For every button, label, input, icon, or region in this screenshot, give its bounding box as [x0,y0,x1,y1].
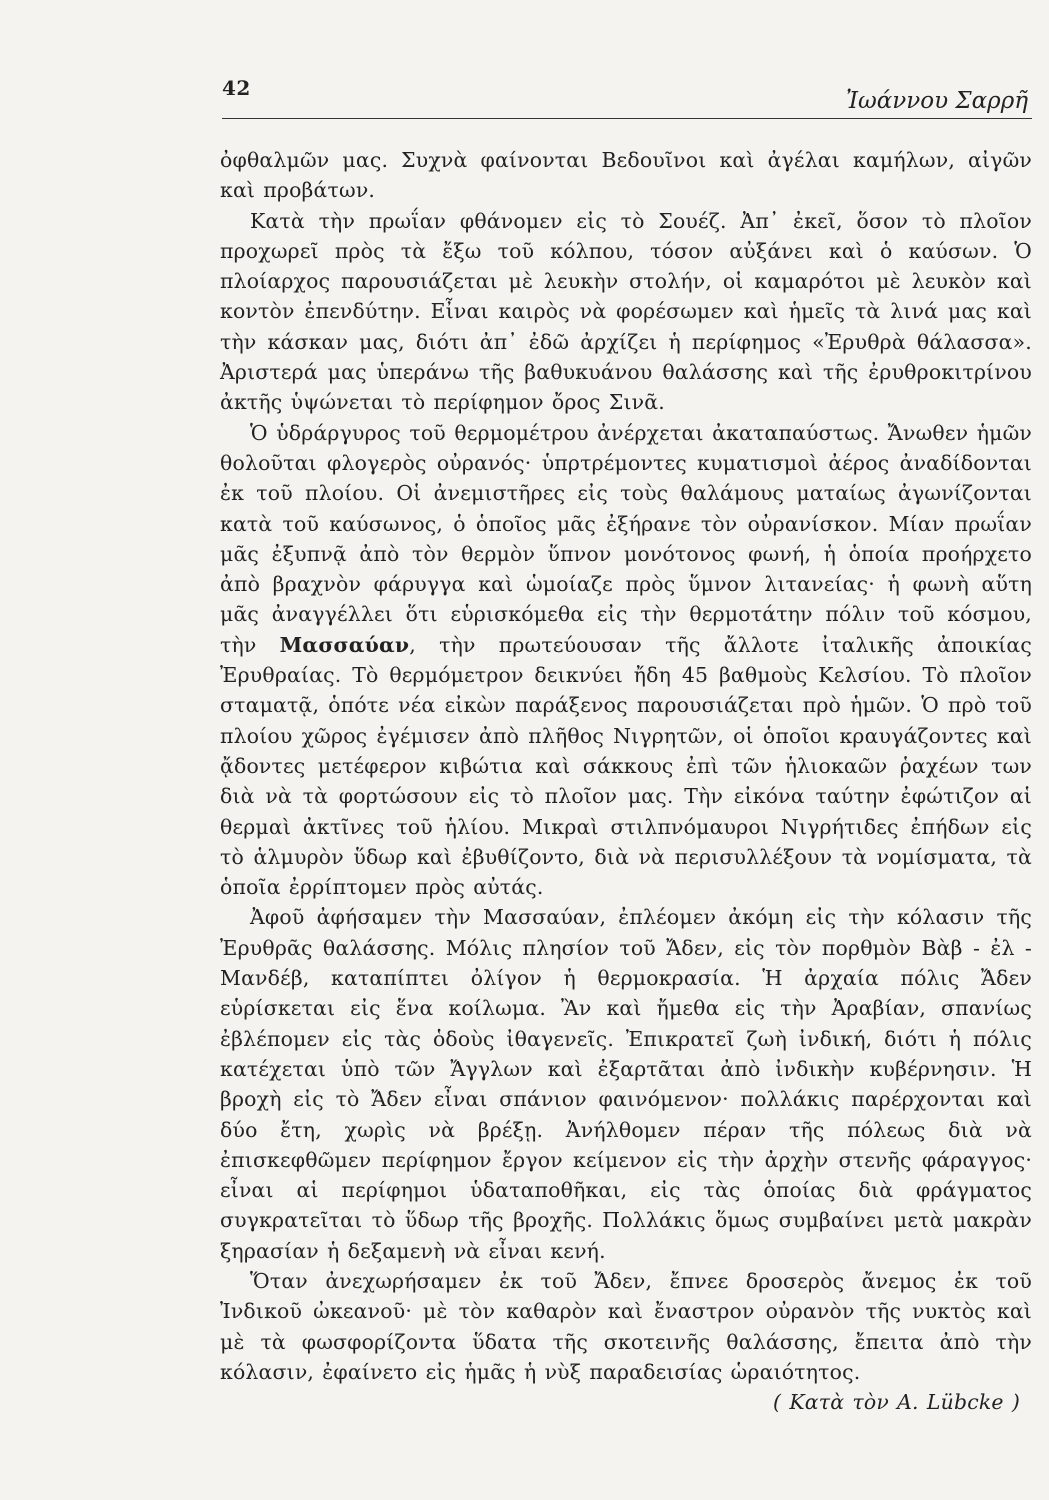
paragraph-1: ὀφθαλμῶν μας. Συχνὰ φαίνονται Βεδουῖνοι καὶ ἀγέλαι καμήλων, αἰγῶν καὶ προβάτων. [220,148,1032,203]
paragraph-2: Κατὰ τὴν πρωΐαν φθάνομεν εἰς τὸ Σουέζ. Ἀπ᾽ ἐκεῖ, ὅσον τὸ πλοῖον προχωρεῖ πρὸς τὰ ἔξω τοῦ κόλπου, τόσον αὐξάνει καὶ ὁ καύσων. Ὁ πλοίαρχος παρουσιάζεται μὲ λευκὴν στολήν, οἱ καμαρότοι μὲ λευκὸν καὶ κοντὸν ἐπενδύτην. Εἶναι καιρὸς νὰ φορέσωμεν καὶ ἡμεῖς τὰ λινά μας καὶ τὴν κάσκαν μας, διότι ἀπ᾽ ἐδῶ ἀρχίζει ἡ περίφημος «Ἐρυθρὰ θάλασσα». Ἀριστερά μας ὑπεράνω τῆς βαθυκυάνου θαλάσσης καὶ τῆς ἐρυθροκιτρίνου ἀκτῆς ὑψώνεται τὸ περίφημον ὄρος Σινᾶ. [220,208,1032,415]
page-number: 42 [222,76,251,100]
paragraph-3-text-after: , τὴν πρωτεύουσαν τῆς ἄλλοτε ἰταλικῆς ἀποικίας Ἐρυθραίας. Τὸ θερμόμετρον δεικνύει ἤδη 45 βαθμοὺς Κελσίου. Τὸ πλοῖον σταματᾷ, ὁπότε νέα εἰκὼν παράξενος παρουσιάζεται πρὸ ἡμῶν. Ὁ πρὸ τοῦ πλοίου χῶρος ἐγέμισεν ἀπὸ πλῆθος Νιγρητῶν, οἱ ὁποῖοι κραυγάζοντες καὶ ᾄδοντες μετέφερον κιβώτια καὶ σάκκους ἐπὶ τῶν ἡλιοκαῶν ῥαχέων των διὰ νὰ τὰ φορτώσουν εἰς τὸ πλοῖον μας. Τὴν εἰκόνα ταύτην ἐφώτιζον αἱ θερμαὶ ἀκτῖνες τοῦ ἡλίου. Μικραὶ στιλπνόμαυροι Νιγρήτιδες ἐπήδων εἰς τὸ ἁλμυρὸν ὕδωρ καὶ ἐβυθίζοντο, διὰ νὰ περισυλλέξουν τὰ νομίσματα, τὰ ὁποῖα ἐρρίπτομεν πρὸς αὐτάς. [220,632,1032,900]
paragraph-3-bold-place: Μασσαύαν [279,632,410,657]
running-head-author: Ἰωάννου Σαρρῆ [846,88,1028,114]
header-rule [222,118,1032,119]
paragraph-3 [220,418,1032,903]
source-attribution: ( Κατὰ τὸν A. Lübcke ) [773,1390,1020,1415]
paragraph-4: Ἀφοῦ ἀφήσαμεν τὴν Μασσαύαν, ἐπλέομεν ἀκόμη εἰς τὴν κόλασιν τῆς Ἐρυθρᾶς θαλάσσης. Μόλις πλησίον τοῦ Ἄδεν, εἰς τὸν πορθμὸν Βὰβ - ἐλ - Μανδέβ, καταπίπτει ὀλίγον ἡ θερμοκρασία. Ἡ ἀρχαία πόλις Ἄδεν εὑρίσκεται εἰς ἕνα κοίλωμα. Ἂν καὶ ἤμεθα εἰς τὴν Ἀραβίαν, σπανίως ἐβλέπομεν εἰς τὰς ὁδοὺς ἰθαγενεῖς. Ἐπικρατεῖ ζωὴ ἰνδική, διότι ἡ πόλις κατέχεται ὑπὸ τῶν Ἄγγλων καὶ ἐξαρτᾶται ἀπὸ ἰνδικὴν κυβέρνησιν. Ἡ βροχὴ εἰς τὸ Ἄδεν εἶναι σπάνιον φαινόμενον· πολλάκις παρέρχονται καὶ δύο ἔτη, χωρὶς νὰ βρέξῃ. Ἀνήλθομεν πέραν τῆς πόλεως διὰ νὰ ἐπισκεφθῶμεν περίφημον ἔργον κείμενον εἰς τὴν ἀρχὴν στενῆς φάραγγος· εἶναι αἱ περίφημοι ὑδαταποθῆκαι, εἰς τὰς ὁποίας διὰ φράγματος συγκρατεῖται τὸ ὕδωρ τῆς βροχῆς. Πολλάκις ὅμως συμβαίνει μετὰ μακρὰν ξηρασίαν ἡ δεξαμενὴ νὰ εἶναι κενή. [220,905,1032,1263]
paragraph-5: Ὅταν ἀνεχωρήσαμεν ἐκ τοῦ Ἄδεν, ἔπνεε δροσερὸς ἄνεμος ἐκ τοῦ Ἰνδικοῦ ὠκεανοῦ· μὲ τὸν καθαρὸν καὶ ἔναστρον οὐρανὸν τῆς νυκτὸς καὶ μὲ τὰ φωσφορίζοντα ὕδατα τῆς σκοτεινῆς θαλάσσης, ἔπειτα ἀπὸ τὴν κόλασιν, ἐφαίνετο εἰς ἡμᾶς ἡ νὺξ παραδεισίας ὡραιότητος. [220,1268,1032,1384]
body-text [220,145,1032,1417]
page-header [222,76,1032,116]
paragraph-3-text-before: Ὁ ὑδράργυρος τοῦ θερμομέτρου ἀνέρχεται ἀκαταπαύστως. Ἄνωθεν ἡμῶν θολοῦται φλογερὸς οὐρανός· ὑπρτρέμοντες κυματισμοὶ ἀέρος ἀναδίδονται ἐκ τοῦ πλοίου. Οἱ ἀνεμιστῆρες εἰς τοὺς θαλάμους ματαίως ἀγωνίζονται κατὰ τοῦ καύσωνος, ὁ ὁποῖος μᾶς ἐξήρανε τὸν οὐρανίσκον. Μίαν πρωΐαν μᾶς ἐξυπνᾷ ἀπὸ τὸν θερμὸν ὕπνον μονότονος φωνή, ἡ ὁποία προήρχετο ἀπὸ βραχνὸν φάρυγγα καὶ ὡμοίαζε πρὸς ὕμνον λιτανείας· ἡ φωνὴ αὕτη μᾶς ἀναγγέλλει ὅτι εὑρισκόμεθα εἰς τὴν θερμοτάτην πόλιν τοῦ κόσμου, τὴν [220,420,1032,657]
